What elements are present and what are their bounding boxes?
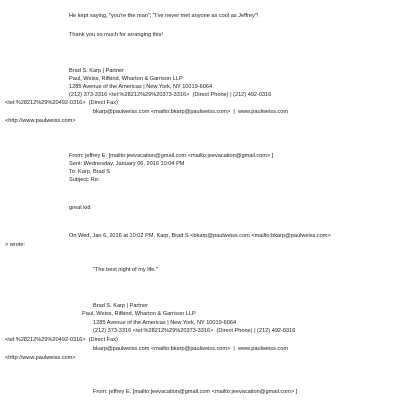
signature-web: <http://www.paulweiss.com>	[5, 118, 76, 124]
header-to: To: Karp, Brad S	[69, 169, 111, 175]
signature-email: bkarp@paulweiss.com <mailto:bkarp@paulweiss.com> | www.paulweiss.com	[93, 109, 288, 115]
quote-header-line: > wrote:	[5, 242, 26, 248]
quote-body: "The best night of my life."	[93, 267, 158, 273]
body-text-line: He kept saying, "you're the man"; "I've never met anyone as cool as Jeffrey"!	[69, 13, 259, 19]
signature-fax: <tel:%28212%29%20492-0316> (Direct Fax)	[5, 337, 118, 343]
signature-phone: (212) 373-3316 <tel:%28212%29%20373-3316> (Direct Phone) | (212) 492-0316	[93, 328, 296, 334]
header-subject: Subject: Re:	[69, 177, 100, 183]
signature-name: Brad S. Karp | Partner	[69, 68, 124, 74]
signature-name: Brad S. Karp | Partner	[93, 303, 148, 309]
signature-phone: (212) 373-3316 <tel:%28212%29%20373-3316> (Direct Phone) | (212) 492-0316	[69, 92, 272, 98]
quote-header-line: On Wed, Jan 6, 2016 at 10:02 PM, Karp, Brad S <bkarp@paulweiss.com <mailto:bkarp@paulweiss.com>	[69, 233, 331, 239]
signature-address: 1285 Avenue of the Americas | New York, NY 10019-6064	[93, 320, 237, 326]
header-from: From: jeffrey E. [mailto:jeevacation@gmail.com <mailto:jeevacation@gmail.com> ]	[93, 389, 298, 395]
signature-address: 1285 Avenue of the Americas | New York, NY 10019-6064	[69, 84, 213, 90]
signature-fax: <tel:%28212%29%20492-0316> (Direct Fax)	[5, 100, 118, 106]
reply-body: great kid	[69, 205, 91, 211]
header-sent: Sent: Wednesday, January 06, 2016 10:04 PM	[69, 161, 185, 167]
signature-email: bkarp@paulweiss.com <mailto:bkarp@paulweiss.com> | www.paulweiss.com	[93, 346, 288, 352]
signature-firm: Paul, Weiss, Rifkind, Wharton & Garrison LLP	[69, 76, 183, 82]
header-from: From: jeffrey E. [mailto:jeevacation@gmail.com <mailto:jeevacation@gmail.com> ]	[69, 153, 274, 159]
body-text-line: Thank you so much for arranging this!	[69, 32, 163, 38]
signature-firm: Paul, Weiss, Rifkind, Wharton & Garrison LLP	[82, 311, 196, 317]
signature-web: <http://www.paulweiss.com>	[5, 355, 76, 361]
